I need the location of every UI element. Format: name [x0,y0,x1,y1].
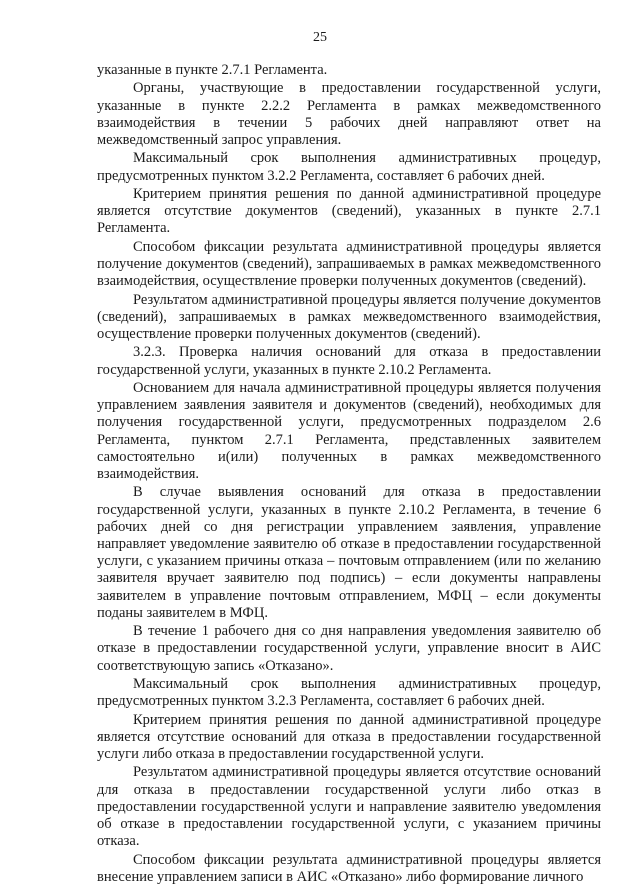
document-body [97,62,601,886]
paragraph: Способом фиксации результата административной процедуры является внесение управлением записи в АИС «Отказано» либо формирование личного [97,851,601,885]
paragraph: Максимальный срок выполнения административных процедур, предусмотренных пунктом 3.2.3 Регламента, составляет 6 рабочих дней. [97,675,601,710]
paragraph: Способом фиксации результата административной процедуры является получение документов (сведений), запрашиваемых в рамках межведомственного взаимодействия, осуществление проверки полученных документов (сведений). [97,238,601,290]
paragraph: Результатом административной процедуры является получение документов (сведений), запрашиваемых в рамках межведомственного взаимодействия, осуществление проверки полученных документов (сведений). [97,291,601,342]
section-heading: 3.2.3. Проверка наличия оснований для отказа в предоставлении государственной услуги, указанных в пункте 2.10.2 Регламента. [97,344,601,378]
paragraph: В случае выявления оснований для отказа в предоставлении государственной услуги, указанных в пункте 2.10.2 Регламента, в течение 6 рабочих дней со дня регистрации управлением заявления, управление направляет уведомление заявителю об отказе в предоставлении государственной услуги, с указанием причины отказа – почтовым отправлением (или по желанию заявителя вручает заявителю под подпись) – если документы направлены заявителем в управление почтовым отправлением, МФЦ – если документы поданы заявителем в МФЦ. [97,484,601,621]
paragraph: Органы, участвующие в предоставлении государственной услуги, указанные в пункте 2.2.2 Регламента в рамках межведомственного взаимодействия в течении 5 рабочих дней направляют ответ на межведомственный запрос управления. [97,80,601,148]
paragraph: указанные в пункте 2.7.1 Регламента. [97,62,328,78]
paragraph: В течение 1 рабочего дня со дня направления уведомления заявителю об отказе в предоставлении государственной услуги, управление вносит в АИС соответствующую запись «Отказано». [97,623,601,674]
paragraph: Результатом административной процедуры является отсутствие оснований для отказа в предоставлении государственной услуги либо отказ в предоставлении государственной услуги и направление заявителю уведомления об отказе в предоставлении государственной услуги, с указанием причины отказа. [97,764,601,850]
paragraph: Основанием для начала административной процедуры является получения управлением заявления заявителя и документов (сведений), необходимых для получения государственной услуги, предусмотренных подразделом 2.6 Регламента, пунктом 2.7.1 Регламента, представленных заявителем самостоятельно и(или) полученных в рамках межведомственного взаимодействия. [97,379,601,482]
paragraph: Критерием принятия решения по данной административной процедуре является отсутствие оснований для отказа в предоставлении государственной услуги либо отказа в предоставлении государственной услуги. [97,711,601,762]
paragraph: Максимальный срок выполнения административных процедур, предусмотренных пунктом 3.2.2 Регламента, составляет 6 рабочих дней. [97,150,601,184]
page-number: 25 [313,30,327,45]
paragraph: Критерием принятия решения по данной административной процедуре является отсутствие документов (сведений), указанных в пункте 2.7.1 Регламента. [97,185,601,237]
